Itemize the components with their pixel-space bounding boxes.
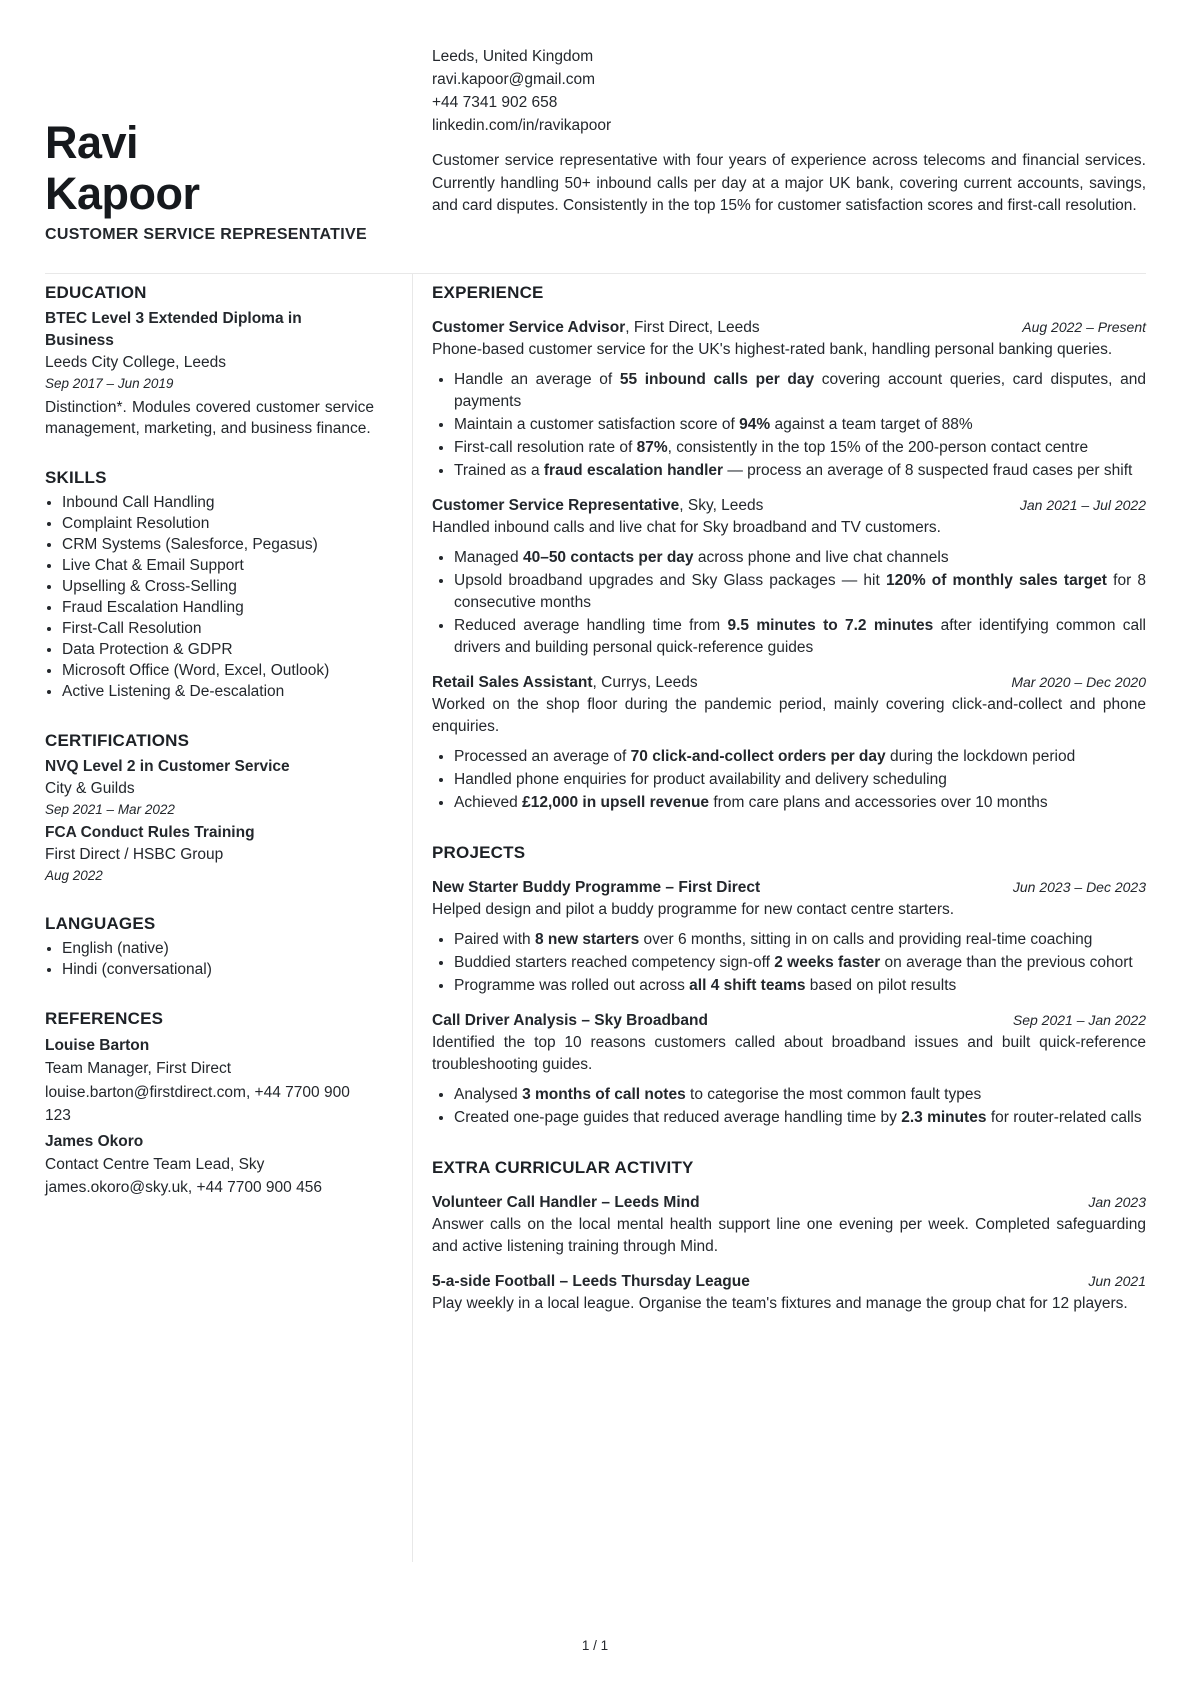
bullet-item: • Handle an average of 55 inbound calls per day covering account queries, card disputes, and payments	[454, 369, 1146, 413]
skill-item: • Inbound Call Handling	[62, 492, 374, 513]
certification-name: FCA Conduct Rules Training	[45, 824, 255, 841]
bullet-item: • Analysed 3 months of call notes to categorise the most common fault types	[454, 1084, 1146, 1106]
entry	[432, 671, 1146, 814]
entry-title: Customer Service Representative, Sky, Leeds	[432, 497, 764, 514]
entry-header	[432, 1009, 1146, 1032]
entry	[432, 1191, 1146, 1258]
entry-bullet-list	[432, 929, 1146, 997]
entry-header	[432, 1191, 1146, 1214]
entry-dates: Jan 2023	[1088, 1194, 1146, 1210]
skill-item: • Fraud Escalation Handling	[62, 597, 374, 618]
certification-name: NVQ Level 2 in Customer Service	[45, 758, 290, 775]
education-dates: Sep 2017 – Jun 2019	[45, 376, 174, 391]
reference-role: Team Manager, First Direct	[45, 1060, 232, 1077]
profile-summary: Customer service representative with four years of experience across telecoms and financial services. Currently handling 50+ inbound calls per day at a major UK bank, covering current accounts, savings, and card disputes. Consistently in the top 15% for customer satisfaction scores and first-call resolution.	[432, 152, 1146, 214]
references-list	[45, 1034, 374, 1200]
entry-dates: Mar 2020 – Dec 2020	[1011, 674, 1146, 690]
education-degree: BTEC Level 3 Extended Diploma in Business	[45, 310, 302, 349]
education-heading: EDUCATION	[45, 283, 147, 302]
entry	[432, 1009, 1146, 1129]
entry-bullet-list	[432, 746, 1146, 814]
projects-entries	[432, 876, 1146, 1129]
reference-item	[45, 1034, 374, 1128]
entry-header	[432, 316, 1146, 339]
skills-list	[45, 492, 374, 702]
languages-heading: LANGUAGES	[45, 914, 156, 933]
skill-item: • Data Protection & GDPR	[62, 639, 374, 660]
header-contact-summary	[413, 45, 1146, 244]
entry-title: Volunteer Call Handler – Leeds Mind	[432, 1194, 700, 1211]
bullet-item: • Managed 40–50 contacts per day across phone and live chat channels	[454, 547, 1146, 569]
reference-role: Contact Centre Team Lead, Sky	[45, 1155, 265, 1173]
contact-line: ravi.kapoor@gmail.com	[432, 71, 596, 88]
education-description: Distinction*. Modules covered customer service management, marketing, and business finance.	[45, 399, 374, 437]
extra-curricular-entries	[432, 1191, 1146, 1315]
skill-item: • Complaint Resolution	[62, 513, 374, 534]
entry-header	[432, 494, 1146, 517]
entry-header	[432, 671, 1146, 694]
candidate-job-title: CUSTOMER SERVICE REPRESENTATIVE	[45, 226, 367, 243]
experience-entries	[432, 316, 1146, 814]
entry-header	[432, 876, 1146, 899]
entry-dates: Sep 2021 – Jan 2022	[1012, 1012, 1146, 1028]
entry-title: Retail Sales Assistant, Currys, Leeds	[432, 674, 698, 691]
entry-dates: Aug 2022 – Present	[1022, 319, 1146, 335]
bullet-item: • Paired with 8 new starters over 6 months, sitting in on calls and providing real-time coaching	[454, 929, 1146, 951]
section-extra-curricular	[432, 1157, 1146, 1315]
skills-heading: SKILLS	[45, 468, 107, 487]
entry-bullet-list	[432, 369, 1146, 482]
bullet-item: • Processed an average of 70 click-and-collect orders per day during the lockdown period	[454, 746, 1146, 768]
contact-line: linkedin.com/in/ravikapoor	[432, 117, 612, 134]
language-item: • Hindi (conversational)	[62, 959, 374, 980]
certification-issuer: First Direct / HSBC Group	[45, 846, 224, 863]
entry-dates: Jun 2021	[1088, 1273, 1146, 1289]
bullet-item: • Created one-page guides that reduced average handling time by 2.3 minutes for router-related calls	[454, 1107, 1146, 1129]
reference-name: Louise Barton	[45, 1037, 150, 1054]
entry-description: Phone-based customer service for the UK's highest-rated bank, handling personal banking queries.	[432, 341, 1113, 358]
entry-description: Worked on the shop floor during the pandemic period, mainly covering click-and-collect and phone enquiries.	[432, 696, 1146, 735]
contact-line: +44 7341 902 658	[432, 94, 558, 111]
bullet-item: • Upsold broadband upgrades and Sky Glass packages — hit 120% of monthly sales target for 8 consecutive months	[454, 570, 1146, 614]
main-column	[413, 274, 1146, 1562]
bullet-item: • Trained as a fraud escalation handler — process an average of 8 suspected fraud cases per shift	[454, 460, 1146, 482]
entry-title: 5-a-side Football – Leeds Thursday League	[432, 1273, 750, 1290]
section-projects	[432, 842, 1146, 1129]
certification-issuer: City & Guilds	[45, 780, 135, 797]
entry-description: Handled inbound calls and live chat for Sky broadband and TV customers.	[432, 519, 941, 536]
languages-list	[45, 938, 374, 980]
sidebar-column	[45, 274, 413, 1562]
reference-name: James Okoro	[45, 1132, 144, 1150]
entry-title: Customer Service Advisor, First Direct, Leeds	[432, 319, 760, 336]
bullet-item: • Maintain a customer satisfaction score of 94% against a team target of 88%	[454, 414, 1146, 436]
certifications-list	[45, 756, 374, 885]
certification-item	[45, 822, 374, 885]
entry	[432, 1270, 1146, 1315]
experience-heading: EXPERIENCE	[432, 283, 544, 302]
bullet-item: • Buddied starters reached competency sign-off 2 weeks faster on average than the previous cohort	[454, 952, 1146, 974]
bullet-item: • Programme was rolled out across all 4 shift teams based on pilot results	[454, 975, 1146, 997]
bullet-item: • Handled phone enquiries for product availability and delivery scheduling	[454, 769, 1146, 791]
page-number: 1 / 1	[581, 1638, 609, 1653]
resume-header	[0, 0, 1190, 244]
entry-title: Call Driver Analysis – Sky Broadband	[432, 1012, 708, 1029]
entry-dates: Jan 2021 – Jul 2022	[1019, 497, 1146, 513]
entry-description: Answer calls on the local mental health support line one evening per week. Completed safeguarding and active listening training through Mind.	[432, 1216, 1146, 1255]
entry-header	[432, 1270, 1146, 1293]
entry	[432, 494, 1146, 659]
entry	[432, 316, 1146, 482]
section-experience	[432, 282, 1146, 814]
name-block	[45, 45, 413, 244]
content-columns	[0, 274, 1190, 1562]
section-skills	[45, 467, 374, 702]
bullet-item: • First-call resolution rate of 87%, consistently in the top 15% of the 200-person contact centre	[454, 437, 1146, 459]
bullet-item: • Achieved £12,000 in upsell revenue from care plans and accessories over 10 months	[454, 792, 1146, 814]
bullet-item: • Reduced average handling time from 9.5 minutes to 7.2 minutes after identifying common call drivers and building personal quick-reference guides	[454, 615, 1146, 659]
certification-dates: Aug 2022	[45, 868, 103, 883]
contact-line: Leeds, United Kingdom	[432, 48, 594, 65]
section-languages	[45, 913, 374, 980]
entry-bullet-list	[432, 1084, 1146, 1129]
skill-item: • Upselling & Cross-Selling	[62, 576, 374, 597]
skill-item: • CRM Systems (Salesforce, Pegasus)	[62, 534, 374, 555]
skill-item: • Active Listening & De-escalation	[62, 681, 374, 702]
reference-item	[45, 1130, 374, 1200]
skill-item: • First-Call Resolution	[62, 618, 374, 639]
candidate-name: Ravi Kapoor	[45, 117, 200, 219]
entry-description: Helped design and pilot a buddy programme for new contact centre starters.	[432, 901, 955, 918]
skill-item: • Microsoft Office (Word, Excel, Outlook)	[62, 660, 374, 681]
extra-curricular-heading: EXTRA CURRICULAR ACTIVITY	[432, 1158, 694, 1177]
section-references	[45, 1008, 374, 1200]
entry-bullet-list	[432, 547, 1146, 659]
entry-description: Play weekly in a local league. Organise the team's fixtures and manage the group chat for 12 players.	[432, 1295, 1128, 1312]
certification-dates: Sep 2021 – Mar 2022	[45, 802, 175, 817]
certifications-heading: CERTIFICATIONS	[45, 731, 190, 750]
section-certifications	[45, 730, 374, 885]
skill-item: • Live Chat & Email Support	[62, 555, 374, 576]
language-item: • English (native)	[62, 938, 374, 959]
entry	[432, 876, 1146, 997]
entry-title: New Starter Buddy Programme – First Direct	[432, 879, 761, 896]
reference-contact: louise.barton@firstdirect.com, +44 7700 900 123	[45, 1083, 350, 1124]
reference-contact: james.okoro@sky.uk, +44 7700 900 456	[45, 1179, 322, 1196]
references-heading: REFERENCES	[45, 1009, 164, 1028]
entry-description: Identified the top 10 reasons customers called about broadband issues and built quick-reference troubleshooting guides.	[432, 1034, 1146, 1073]
entry-dates: Jun 2023 – Dec 2023	[1012, 879, 1146, 895]
education-school: Leeds City College, Leeds	[45, 354, 226, 371]
certification-item	[45, 756, 374, 819]
contact-block	[432, 45, 1146, 137]
projects-heading: PROJECTS	[432, 843, 526, 862]
section-education	[45, 282, 374, 439]
